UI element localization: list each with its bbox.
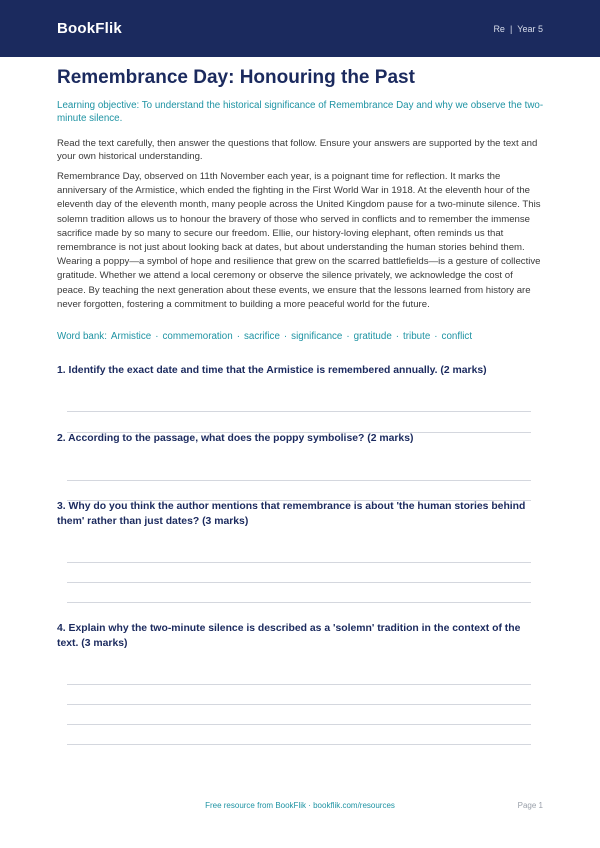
answer-line[interactable]	[67, 480, 531, 481]
question-3: 3. Why do you think the author mentions that remembrance is about 'the human stories behind them' rather than just dates? (3 marks)	[57, 501, 526, 527]
word-separator: ·	[155, 331, 159, 342]
answer-line[interactable]	[67, 684, 531, 685]
instructions: Read the text carefully, then answer the questions that follow. Ensure your answers are supported by the text and your own historical understanding.	[57, 138, 538, 162]
answer-line[interactable]	[67, 602, 531, 603]
question-1: 1. Identify the exact date and time that the Armistice is remembered annually. (2 marks)	[57, 365, 487, 376]
answer-line[interactable]	[67, 704, 531, 705]
word-bank-word: significance	[291, 331, 343, 342]
answer-line[interactable]	[67, 744, 531, 745]
page-number: Page 1	[517, 801, 543, 810]
word-separator: ·	[395, 331, 400, 342]
word-bank	[57, 331, 544, 342]
word-separator: ·	[236, 331, 240, 342]
answer-line[interactable]	[67, 411, 531, 412]
subject-label: Re	[493, 23, 505, 34]
question-2: 2. According to the passage, what does the poppy symbolise? (2 marks)	[57, 433, 414, 444]
word-separator: ·	[283, 331, 288, 342]
word-bank-word: commemoration	[162, 331, 233, 342]
answer-line[interactable]	[67, 582, 531, 583]
word-bank-word: Armistice	[110, 331, 152, 342]
footer-credit[interactable]: Free resource from BookFlik · bookflik.com/resources	[205, 801, 395, 810]
word-bank-label: Word bank:	[57, 331, 107, 342]
answer-line[interactable]	[67, 724, 531, 725]
word-bank-word: gratitude	[353, 331, 392, 342]
page-footer	[0, 801, 600, 815]
page-header	[0, 0, 600, 57]
meta-separator: |	[509, 23, 513, 34]
word-separator: ·	[346, 331, 350, 342]
word-bank-word: sacrifice	[243, 331, 280, 342]
page-title: Remembrance Day: Honouring the Past	[57, 67, 415, 88]
answer-line[interactable]	[67, 562, 531, 563]
reading-passage: Remembrance Day, observed on 11th November each year, is a poignant time for reflection. It marks the anniversary of the Armistice, which ended the fighting in the First World War in 1918. At the eleventh hour of the eleventh day of the eleventh month, many people across the United Kingdom pause for a two-minute silence. This solemn tradition allows us to honour the bravery of those who served in conflicts and to remember the immense sacrifice made by so many to secure our freedom. Ellie, our history-loving elephant, often reminds us that remembrance is not just about looking back at dates, but about understanding the human stories behind them. Wearing a poppy—a symbol of hope and resilience that grew on the scarred battlefields—is a gesture of collective gratitude. Whether we attend a local ceremony or observe the silence privately, we acknowledge the cost of peace. By teaching the next generation about these events, we ensure that the lessons learned from history are never forgotten, fostering a commitment to building a more peaceful world for the future.	[57, 171, 541, 310]
word-separator: ·	[434, 331, 438, 342]
year-label: Year 5	[517, 23, 543, 34]
word-bank-word: tribute	[403, 331, 431, 342]
question-4: 4. Explain why the two-minute silence is described as a 'solemn' tradition in the context of the text. (3 marks)	[57, 623, 521, 649]
brand-logo-text: BookFlik	[57, 20, 122, 37]
learning-objective: Learning objective: To understand the historical significance of Remembrance Day and why we observe the two-minute silence.	[57, 100, 544, 124]
word-bank-word: conflict	[441, 331, 473, 342]
header-meta	[493, 24, 543, 34]
